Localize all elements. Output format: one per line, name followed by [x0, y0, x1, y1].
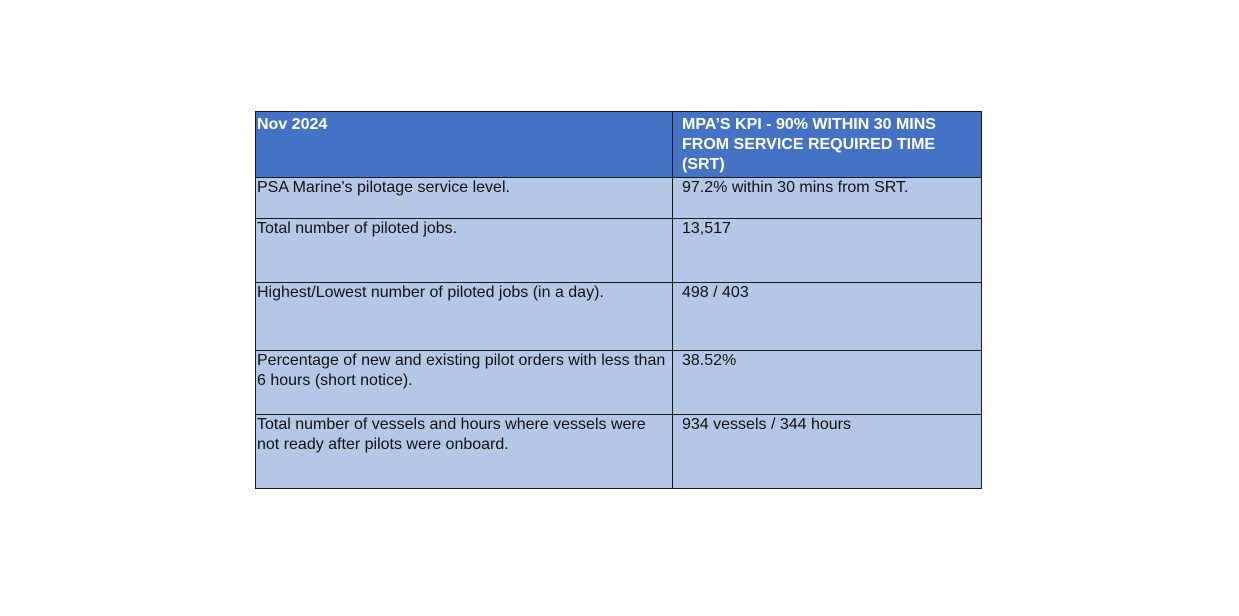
row-label: Highest/Lowest number of piloted jobs (in a day). [256, 283, 673, 351]
row-value: 934 vessels / 344 hours [673, 415, 982, 489]
row-label: Percentage of new and existing pilot orders with less than 6 hours (short notice). [256, 351, 673, 415]
row-label: Total number of vessels and hours where vessels were not ready after pilots were onboard. [256, 415, 673, 489]
row-value: 97.2% within 30 mins from SRT. [673, 178, 982, 219]
row-value: 498 / 403 [673, 283, 982, 351]
header-period: Nov 2024 [256, 112, 673, 178]
row-value: 13,517 [673, 219, 982, 283]
table-row [256, 415, 982, 489]
row-value: 38.52% [673, 351, 982, 415]
row-label: Total number of piloted jobs. [256, 219, 673, 283]
table-row [256, 283, 982, 351]
pilotage-kpi-table [255, 111, 982, 489]
table-row [256, 219, 982, 283]
row-label: PSA Marine's pilotage service level. [256, 178, 673, 219]
table-row [256, 178, 982, 219]
table-row [256, 351, 982, 415]
table-header-row [256, 112, 982, 178]
header-kpi: MPA’S KPI - 90% WITHIN 30 MINS FROM SERVICE REQUIRED TIME (SRT) [673, 112, 982, 178]
